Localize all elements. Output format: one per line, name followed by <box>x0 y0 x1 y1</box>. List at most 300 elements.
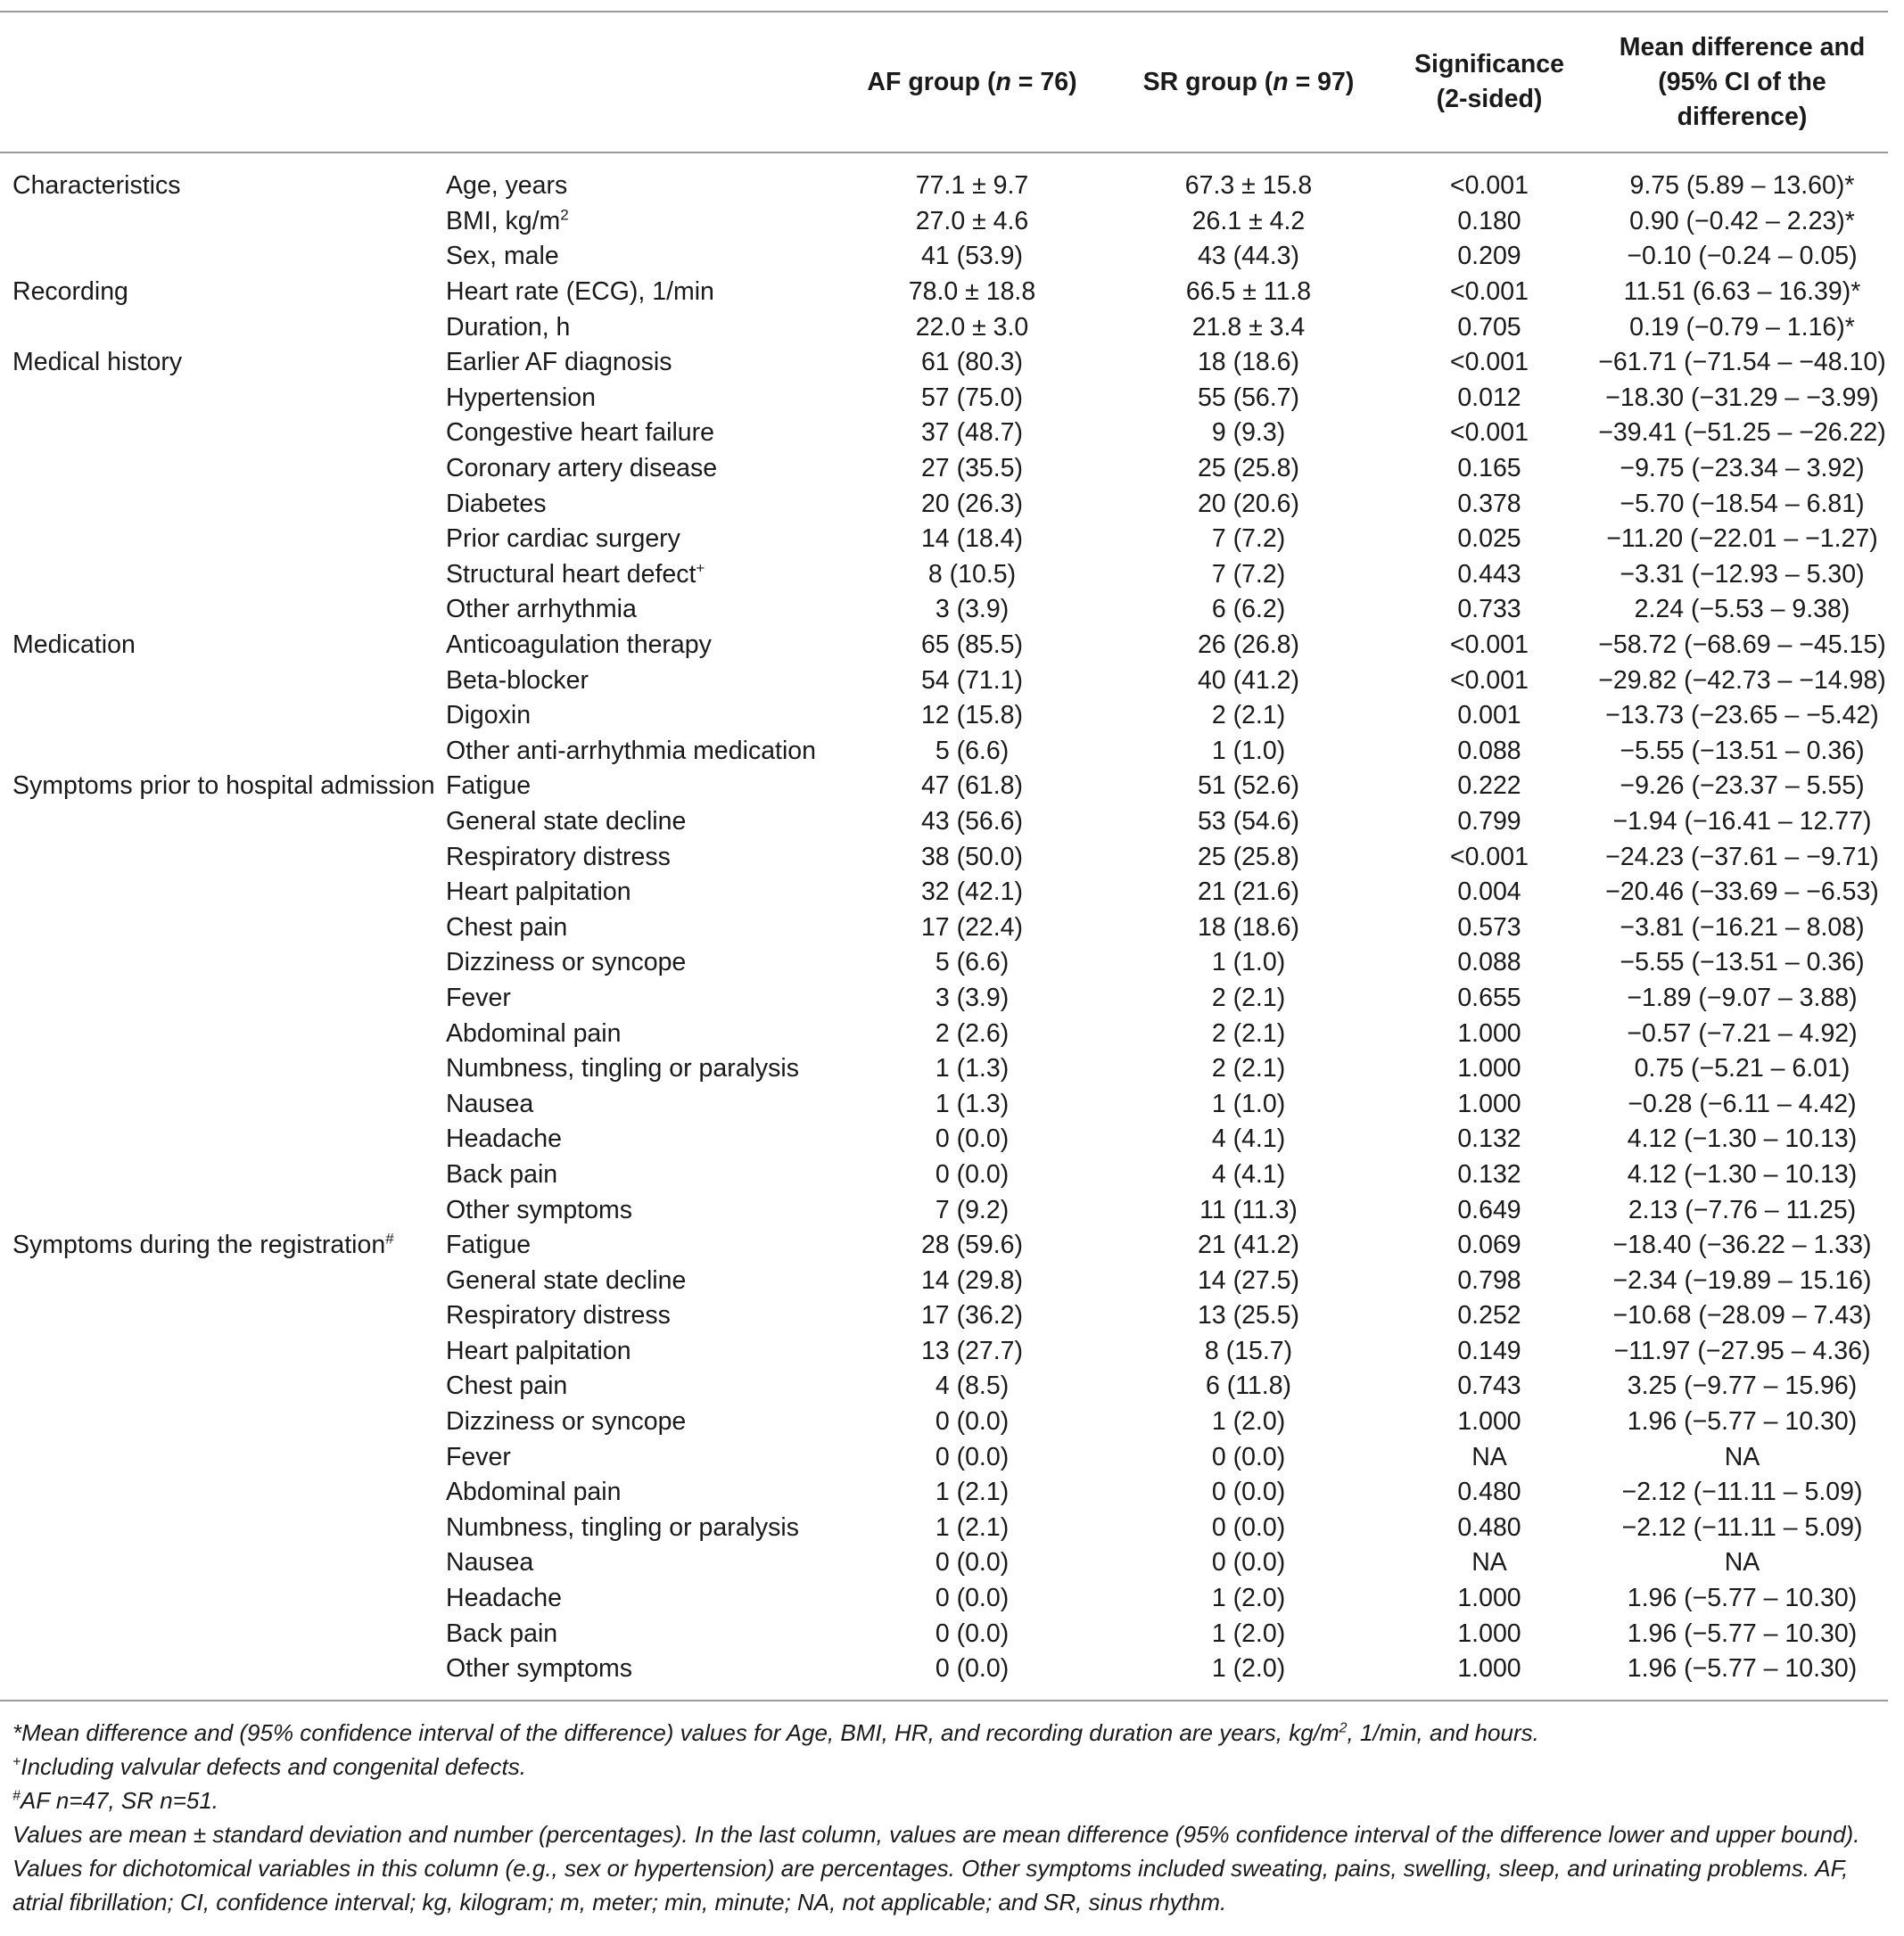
row-category <box>0 416 446 451</box>
row-significance: 1.000 <box>1457 1584 1521 1613</box>
row-mean-difference: 9.75 (5.89 – 13.60)* <box>1629 171 1855 201</box>
table-row <box>0 804 1888 840</box>
table-row <box>0 875 1888 910</box>
table-row <box>0 1122 1888 1157</box>
row-mean-difference: −18.40 (−36.22 – 1.33) <box>1612 1231 1872 1260</box>
row-sr-value: 0 (0.0) <box>1211 1548 1286 1578</box>
row-category <box>0 734 446 770</box>
row-variable: Numbness, tingling or paralysis <box>446 1054 800 1083</box>
row-sr-value: 14 (27.5) <box>1197 1265 1300 1295</box>
row-category <box>0 804 446 840</box>
row-mean-difference: 0.19 (−0.79 – 1.16)* <box>1629 312 1855 342</box>
row-variable: Back pain <box>446 1159 558 1189</box>
row-af-value: 4 (8.5) <box>935 1372 1010 1401</box>
row-mean-difference: −0.57 (−7.21 – 4.92) <box>1627 1018 1858 1048</box>
row-mean-difference: −2.34 (−19.89 – 15.16) <box>1612 1265 1872 1295</box>
row-variable: Anticoagulation therapy <box>446 630 712 660</box>
table-row <box>0 1439 1888 1475</box>
row-variable: Other anti-arrhythmia medication <box>446 736 817 765</box>
row-sr-value: 66.5 ± 11.8 <box>1185 277 1312 307</box>
row-af-value: 0 (0.0) <box>935 1442 1010 1471</box>
row-sr-value: 1 (1.0) <box>1211 1089 1286 1118</box>
row-category <box>0 1192 446 1228</box>
row-category <box>0 663 446 698</box>
row-mean-difference: 0.90 (−0.42 – 2.23)* <box>1629 206 1855 235</box>
row-sr-value: 6 (11.8) <box>1205 1372 1292 1401</box>
row-significance: 1.000 <box>1457 1654 1521 1684</box>
row-sr-value: 25 (25.8) <box>1197 454 1300 483</box>
row-significance: 0.149 <box>1457 1336 1521 1365</box>
row-mean-difference: −20.46 (−33.69 – −6.53) <box>1605 877 1879 907</box>
row-af-value: 0 (0.0) <box>935 1619 1010 1648</box>
row-significance: 0.480 <box>1457 1478 1521 1507</box>
row-category <box>0 1475 446 1511</box>
row-significance: 0.180 <box>1457 206 1521 235</box>
table-row <box>0 910 1888 945</box>
row-category <box>0 239 446 275</box>
table-row <box>0 451 1888 487</box>
row-sr-value: 7 (7.2) <box>1211 524 1286 554</box>
table-row <box>0 1652 1888 1687</box>
table-row <box>0 381 1888 416</box>
row-significance: 0.088 <box>1457 736 1521 765</box>
row-sr-value: 51 (52.6) <box>1197 771 1300 801</box>
row-mean-difference: −18.30 (−31.29 – −3.99) <box>1605 383 1879 412</box>
row-significance: <0.001 <box>1450 171 1529 201</box>
table-row <box>0 1016 1888 1051</box>
row-category <box>0 1334 446 1370</box>
data-table <box>0 12 1888 1687</box>
row-sr-value: 43 (44.3) <box>1197 242 1300 271</box>
table-row <box>0 1545 1888 1581</box>
row-mean-difference: 4.12 (−1.30 – 10.13) <box>1627 1125 1858 1154</box>
row-variable: BMI, $kg/m^2$ <box>446 206 569 235</box>
row-af-value: 3 (3.9) <box>935 595 1010 624</box>
table-row <box>0 769 1888 804</box>
row-af-value: 13 (27.7) <box>920 1336 1024 1365</box>
row-significance: 0.252 <box>1457 1301 1521 1330</box>
row-sr-value: 18 (18.6) <box>1197 348 1300 377</box>
row-sr-value: 4 (4.1) <box>1211 1125 1286 1154</box>
table-row <box>0 1616 1888 1652</box>
table-row <box>0 981 1888 1017</box>
row-mean-difference: −2.12 (−11.11 – 5.09) <box>1621 1512 1863 1542</box>
row-mean-difference: −9.75 (−23.34 – 3.92) <box>1620 454 1865 483</box>
row-mean-difference: −3.81 (−16.21 – 8.08) <box>1620 912 1865 942</box>
row-sr-value: 53 (54.6) <box>1197 806 1300 836</box>
row-significance: 0.165 <box>1457 454 1521 483</box>
row-sr-value: 1 (1.0) <box>1211 948 1286 977</box>
row-category <box>0 910 446 945</box>
row-af-value: 27 (35.5) <box>920 454 1024 483</box>
row-category <box>0 592 446 628</box>
header-mean-difference: Mean difference and (95% CI of the difference) <box>1619 32 1866 131</box>
row-sr-value: 1 (1.0) <box>1211 736 1286 765</box>
table-row <box>0 345 1888 381</box>
row-sr-value: 1 (2.0) <box>1211 1654 1286 1684</box>
row-af-value: 14 (29.8) <box>920 1265 1024 1295</box>
footnote-plus: +Including valvular defects and congenital defects. <box>12 1753 526 1780</box>
row-mean-difference: −58.72 (−68.69 – −45.15) <box>1598 630 1886 660</box>
row-significance: 0.743 <box>1457 1372 1521 1401</box>
row-significance: NA <box>1471 1442 1507 1471</box>
row-category <box>0 1157 446 1193</box>
row-af-value: 57 (75.0) <box>920 383 1024 412</box>
row-variable: Respiratory distress <box>446 1301 671 1330</box>
row-category <box>0 1652 446 1687</box>
row-sr-value: 55 (56.7) <box>1197 383 1300 412</box>
row-af-value: 0 (0.0) <box>935 1407 1010 1437</box>
row-af-value: 5 (6.6) <box>935 948 1010 977</box>
table-row <box>0 1581 1888 1617</box>
row-sr-value: 21 (41.2) <box>1197 1231 1300 1260</box>
row-sr-value: 0 (0.0) <box>1211 1478 1286 1507</box>
row-variable: Hypertension <box>446 383 596 412</box>
table-row <box>0 416 1888 451</box>
row-af-value: 37 (48.7) <box>920 418 1024 448</box>
header-variable <box>446 12 829 152</box>
row-mean-difference: 3.25 (−9.77 – 15.96) <box>1627 1372 1858 1401</box>
row-af-value: 20 (26.3) <box>920 489 1024 518</box>
row-variable: Fatigue <box>446 1231 532 1260</box>
table-row <box>0 557 1888 593</box>
row-category <box>0 1439 446 1475</box>
row-significance: <0.001 <box>1450 348 1529 377</box>
row-category: Symptoms prior to hospital admission <box>12 771 435 801</box>
row-variable: Prior cardiac surgery <box>446 524 680 554</box>
row-mean-difference: −3.31 (−12.93 – 5.30) <box>1620 559 1865 589</box>
row-mean-difference: 1.96 (−5.77 – 10.30) <box>1627 1654 1858 1684</box>
row-category <box>0 522 446 557</box>
row-sr-value: 6 (6.2) <box>1211 595 1286 624</box>
row-significance: <0.001 <box>1450 665 1529 695</box>
row-mean-difference: −24.23 (−37.61 – −9.71) <box>1605 842 1879 871</box>
row-significance: 0.573 <box>1457 912 1521 942</box>
row-variable: General state decline <box>446 806 687 836</box>
row-category <box>0 1051 446 1087</box>
row-af-value: 1 (1.3) <box>935 1054 1010 1083</box>
row-variable: Heart palpitation <box>446 1336 631 1365</box>
row-mean-difference: −5.70 (−18.54 – 6.81) <box>1620 489 1865 518</box>
row-category <box>0 1122 446 1157</box>
row-variable: Other arrhythmia <box>446 595 637 624</box>
row-category: Symptoms during the registration# <box>12 1230 394 1260</box>
row-category <box>0 381 446 416</box>
row-variable: Earlier AF diagnosis <box>446 348 672 377</box>
table-row <box>0 1157 1888 1193</box>
row-mean-difference: −11.97 (−27.95 – 4.36) <box>1613 1336 1871 1365</box>
row-variable: Headache <box>446 1584 562 1613</box>
row-af-value: 38 (50.0) <box>920 842 1024 871</box>
row-variable: Nausea <box>446 1089 534 1118</box>
row-af-value: 17 (22.4) <box>920 912 1024 942</box>
row-variable: Fatigue <box>446 771 532 801</box>
row-variable: Back pain <box>446 1619 558 1648</box>
row-af-value: 1 (2.1) <box>935 1478 1010 1507</box>
row-mean-difference: −0.10 (−0.24 – 0.05) <box>1627 242 1858 271</box>
row-sr-value: 1 (2.0) <box>1211 1619 1286 1648</box>
row-category <box>0 1405 446 1440</box>
footnote-hash: #AF n=47, SR n=51. <box>12 1787 219 1814</box>
row-sr-value: 13 (25.5) <box>1197 1301 1300 1330</box>
row-mean-difference: −61.71 (−71.54 – −48.10) <box>1598 348 1886 377</box>
row-sr-value: 8 (15.7) <box>1204 1336 1293 1365</box>
row-mean-difference: −5.55 (−13.51 – 0.36) <box>1620 948 1865 977</box>
row-af-value: 28 (59.6) <box>920 1231 1024 1260</box>
row-variable: Age, years <box>446 171 568 201</box>
row-variable: Digoxin <box>446 701 532 730</box>
row-sr-value: 9 (9.3) <box>1211 418 1286 448</box>
row-af-value: 0 (0.0) <box>935 1159 1010 1189</box>
table-body <box>0 152 1888 1687</box>
row-variable: Structural heart defect+ <box>446 559 705 589</box>
row-sr-value: 40 (41.2) <box>1197 665 1300 695</box>
row-category <box>0 1545 446 1581</box>
row-significance: 0.001 <box>1457 701 1521 730</box>
row-mean-difference: −1.89 (−9.07 – 3.88) <box>1627 983 1858 1012</box>
row-variable: Diabetes <box>446 489 547 518</box>
row-variable: Headache <box>446 1125 562 1154</box>
row-category: Recording <box>12 277 128 307</box>
row-af-value: 0 (0.0) <box>935 1654 1010 1684</box>
table-row <box>0 522 1888 557</box>
table-row <box>0 275 1888 310</box>
row-af-value: 0 (0.0) <box>935 1584 1010 1613</box>
row-mean-difference: −39.41 (−51.25 – −26.22) <box>1598 418 1886 448</box>
row-mean-difference: −2.12 (−11.11 – 5.09) <box>1621 1478 1863 1507</box>
row-category <box>0 945 446 981</box>
row-af-value: 47 (61.8) <box>920 771 1024 801</box>
row-significance: 0.443 <box>1457 559 1521 589</box>
row-variable: Other symptoms <box>446 1654 633 1684</box>
row-mean-difference: −10.68 (−28.09 – 7.43) <box>1612 1301 1872 1330</box>
row-category <box>0 1298 446 1334</box>
header-significance: Significance (2-sided) <box>1414 50 1564 113</box>
row-significance: NA <box>1471 1548 1507 1578</box>
row-significance: 0.088 <box>1457 948 1521 977</box>
row-variable: Coronary artery disease <box>446 454 718 483</box>
row-sr-value: 67.3 ± 15.8 <box>1184 171 1313 201</box>
header-sr-group: SR group (n = 97) <box>1142 67 1355 96</box>
row-category <box>0 1511 446 1546</box>
row-af-value: 2 (2.6) <box>935 1018 1010 1048</box>
row-sr-value: 2 (2.1) <box>1211 701 1286 730</box>
header-af-group: AF group (n = 76) <box>867 67 1077 96</box>
row-mean-difference: −11.20 (−22.01 – −1.27) <box>1606 524 1878 554</box>
row-mean-difference: 11.51 (6.63 – 16.39)* <box>1623 277 1861 307</box>
table-row <box>0 734 1888 770</box>
table-row <box>0 1051 1888 1087</box>
row-variable: Dizziness or syncope <box>446 1407 687 1437</box>
row-category <box>0 698 446 734</box>
table-row <box>0 945 1888 981</box>
row-sr-value: 0 (0.0) <box>1211 1442 1286 1471</box>
row-significance: 0.799 <box>1457 806 1521 836</box>
row-category <box>0 451 446 487</box>
row-sr-value: 11 (11.3) <box>1199 1195 1298 1224</box>
row-sr-value: 21.8 ± 3.4 <box>1191 312 1306 342</box>
row-mean-difference: −13.73 (−23.65 – −5.42) <box>1605 701 1879 730</box>
row-af-value: 27.0 ± 4.6 <box>915 206 1029 235</box>
row-af-value: 43 (56.6) <box>920 806 1024 836</box>
row-sr-value: 26 (26.8) <box>1197 630 1300 660</box>
table-row <box>0 239 1888 275</box>
row-mean-difference: 1.96 (−5.77 – 10.30) <box>1627 1619 1858 1648</box>
row-significance: 0.069 <box>1457 1231 1521 1260</box>
table-row <box>0 152 1888 204</box>
bottom-rule <box>0 1700 1888 1701</box>
row-significance: 0.222 <box>1457 771 1521 801</box>
row-sr-value: 2 (2.1) <box>1211 1054 1286 1083</box>
row-significance: 0.649 <box>1457 1195 1521 1224</box>
table-row <box>0 628 1888 663</box>
row-variable: Other symptoms <box>446 1195 633 1224</box>
row-af-value: 78.0 ± 18.8 <box>908 277 1036 307</box>
row-mean-difference: 4.12 (−1.30 – 10.13) <box>1627 1159 1858 1189</box>
row-af-value: 12 (15.8) <box>920 701 1024 730</box>
row-variable: General state decline <box>446 1265 687 1295</box>
table-row <box>0 1263 1888 1298</box>
row-mean-difference: NA <box>1724 1442 1760 1471</box>
table-row <box>0 663 1888 698</box>
row-sr-value: 2 (2.1) <box>1211 983 1286 1012</box>
row-variable: Chest pain <box>446 912 568 942</box>
row-category <box>0 1016 446 1051</box>
row-variable: Abdominal pain <box>446 1018 622 1048</box>
row-sr-value: 20 (20.6) <box>1197 489 1300 518</box>
row-af-value: 1 (1.3) <box>935 1089 1010 1118</box>
row-significance: 0.798 <box>1457 1265 1521 1295</box>
table-row <box>0 1334 1888 1370</box>
row-significance: 0.025 <box>1457 524 1521 554</box>
row-af-value: 0 (0.0) <box>935 1548 1010 1578</box>
row-variable: Heart palpitation <box>446 877 631 907</box>
row-significance: 0.733 <box>1457 595 1521 624</box>
table-row <box>0 839 1888 875</box>
row-significance: <0.001 <box>1450 277 1529 307</box>
row-category <box>0 1369 446 1405</box>
table-row <box>0 698 1888 734</box>
table-row <box>0 1086 1888 1122</box>
row-variable: Duration, h <box>446 312 571 342</box>
table-row <box>0 1298 1888 1334</box>
row-significance: <0.001 <box>1450 418 1529 448</box>
row-mean-difference: −29.82 (−42.73 – −14.98) <box>1598 665 1886 695</box>
table-row <box>0 486 1888 522</box>
table-footnotes <box>12 1716 1885 1919</box>
row-af-value: 41 (53.9) <box>920 242 1024 271</box>
row-variable: Fever <box>446 983 511 1012</box>
row-significance: 0.132 <box>1457 1125 1521 1154</box>
table-row <box>0 1192 1888 1228</box>
row-af-value: 7 (9.2) <box>935 1195 1010 1224</box>
row-significance: 0.378 <box>1457 489 1521 518</box>
footnote-abbreviations: Values are mean ± standard deviation and number (percentages). In the last column, values are mean difference (95% confidence interval of the difference lower and upper bound). Values for dichotomical variables in this column (e.g., sex or hypertension) are percentages. Other symptoms included sweating, pains, swelling, sleep, and urinating problems. AF, atrial fibrillation; CI, confidence interval; kg, kilogram; m, meter; min, minute; NA, not applicable; and SR, sinus rhythm. <box>12 1821 1860 1915</box>
row-category: Characteristics <box>12 171 181 201</box>
row-af-value: 5 (6.6) <box>935 736 1010 765</box>
row-variable: Fever <box>446 1442 511 1471</box>
row-af-value: 14 (18.4) <box>920 524 1024 554</box>
row-variable: Heart rate (ECG), 1/min <box>446 277 714 307</box>
row-category <box>0 1616 446 1652</box>
row-variable: Dizziness or syncope <box>446 948 687 977</box>
row-category <box>0 1263 446 1298</box>
row-sr-value: 26.1 ± 4.2 <box>1191 206 1306 235</box>
row-variable: Sex, male <box>446 242 559 271</box>
row-af-value: 17 (36.2) <box>920 1301 1024 1330</box>
row-sr-value: 0 (0.0) <box>1211 1512 1286 1542</box>
row-af-value: 0 (0.0) <box>935 1125 1010 1154</box>
row-category <box>0 1581 446 1617</box>
row-significance: <0.001 <box>1450 630 1529 660</box>
row-variable: Respiratory distress <box>446 842 671 871</box>
table-row <box>0 1369 1888 1405</box>
row-variable: Congestive heart failure <box>446 418 715 448</box>
row-variable: Chest pain <box>446 1372 568 1401</box>
row-significance: 0.209 <box>1457 242 1521 271</box>
row-significance: 0.655 <box>1457 983 1521 1012</box>
table-header <box>0 12 1888 152</box>
row-significance: 0.705 <box>1457 312 1521 342</box>
row-significance: 0.004 <box>1457 877 1521 907</box>
row-category: Medical history <box>12 348 183 377</box>
table-row <box>0 592 1888 628</box>
row-significance: 0.012 <box>1457 383 1521 412</box>
row-category <box>0 839 446 875</box>
row-category: Medication <box>12 630 136 660</box>
row-mean-difference: 1.96 (−5.77 – 10.30) <box>1627 1584 1858 1613</box>
row-significance: <0.001 <box>1450 842 1529 871</box>
row-af-value: 61 (80.3) <box>920 348 1024 377</box>
row-sr-value: 7 (7.2) <box>1211 559 1286 589</box>
row-mean-difference: 1.96 (−5.77 – 10.30) <box>1627 1407 1858 1437</box>
row-mean-difference: −0.28 (−6.11 – 4.42) <box>1628 1089 1857 1118</box>
row-af-value: 32 (42.1) <box>920 877 1024 907</box>
row-significance: 0.480 <box>1457 1512 1521 1542</box>
row-af-value: 77.1 ± 9.7 <box>915 171 1029 201</box>
row-sr-value: 1 (2.0) <box>1211 1584 1286 1613</box>
row-mean-difference: −1.94 (−16.41 – 12.77) <box>1612 806 1872 836</box>
row-significance: 1.000 <box>1457 1018 1521 1048</box>
row-mean-difference: NA <box>1724 1548 1760 1578</box>
row-category <box>0 875 446 910</box>
row-mean-difference: 2.13 (−7.76 – 11.25) <box>1628 1195 1857 1224</box>
table-row <box>0 1475 1888 1511</box>
row-sr-value: 21 (21.6) <box>1197 877 1300 907</box>
row-mean-difference: −9.26 (−23.37 – 5.55) <box>1620 771 1865 801</box>
row-variable: Beta-blocker <box>446 665 589 695</box>
row-mean-difference: −5.55 (−13.51 – 0.36) <box>1620 736 1865 765</box>
row-variable: Numbness, tingling or paralysis <box>446 1512 800 1542</box>
row-significance: 0.132 <box>1457 1159 1521 1189</box>
row-significance: 1.000 <box>1457 1089 1521 1118</box>
row-af-value: 22.0 ± 3.0 <box>915 312 1029 342</box>
row-af-value: 1 (2.1) <box>935 1512 1010 1542</box>
table-row <box>0 1405 1888 1440</box>
row-category <box>0 204 446 240</box>
row-af-value: 8 (10.5) <box>927 559 1017 589</box>
row-sr-value: 2 (2.1) <box>1211 1018 1286 1048</box>
row-category <box>0 981 446 1017</box>
footnote-asterisk: *Mean difference and (95% confidence interval of the difference) values for Age, BMI, HR, and recording duration are years, $kg/m^2$, 1/min, and hours. <box>12 1719 1539 1746</box>
row-mean-difference: 0.75 (−5.21 – 6.01) <box>1634 1054 1850 1083</box>
table-row <box>0 204 1888 240</box>
row-mean-difference: 2.24 (−5.53 – 9.38) <box>1634 595 1850 624</box>
row-variable: Nausea <box>446 1548 534 1578</box>
header-category <box>0 12 446 152</box>
row-af-value: 65 (85.5) <box>920 630 1024 660</box>
table-row <box>0 1228 1888 1264</box>
